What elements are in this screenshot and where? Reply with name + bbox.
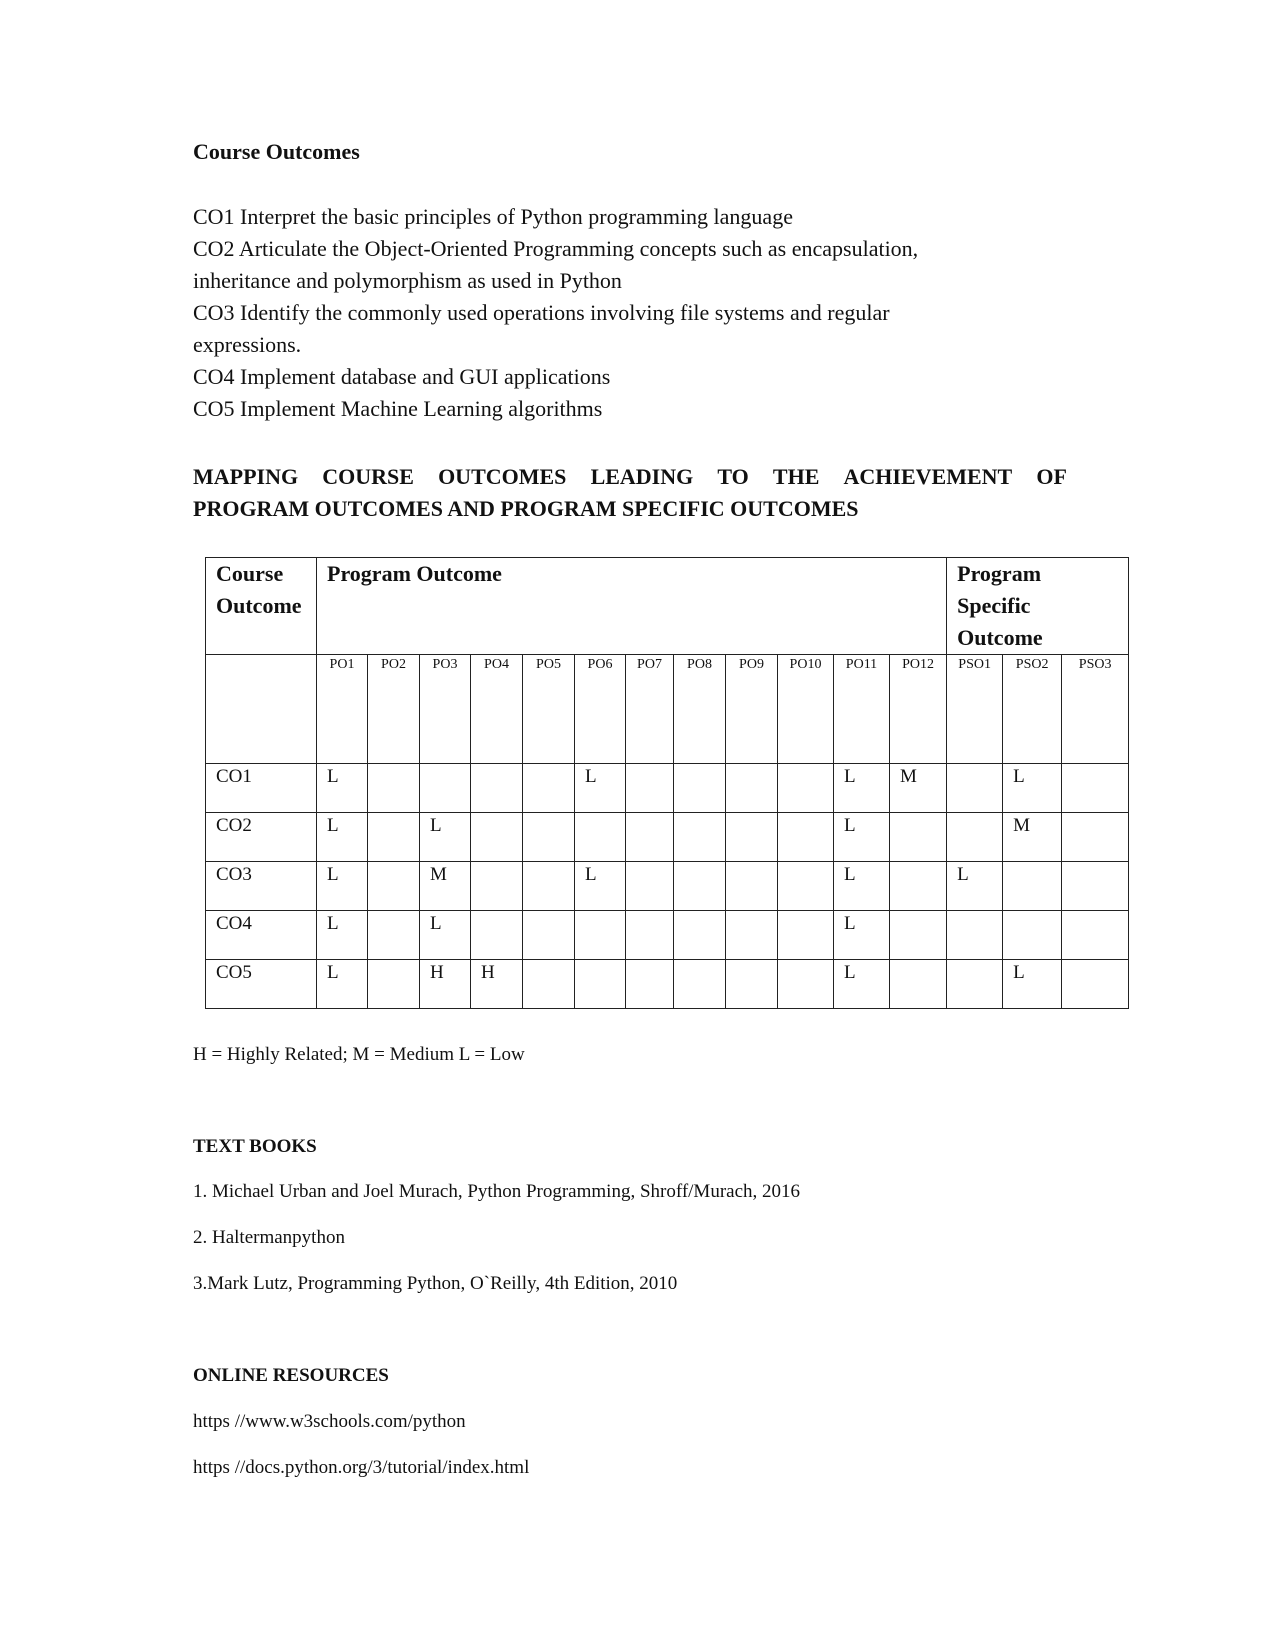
table-cell <box>368 813 420 862</box>
table-cell <box>674 862 726 911</box>
table-cell <box>947 764 1003 813</box>
table-cell <box>626 813 674 862</box>
table-cell <box>575 960 626 1009</box>
course-outcome-label: CO3 <box>206 862 317 911</box>
table-cell <box>947 911 1003 960</box>
course-outcome-label: CO5 <box>206 960 317 1009</box>
table-cell: L <box>1003 960 1062 1009</box>
column-header: PO12 <box>890 655 947 764</box>
table-cell: M <box>420 862 471 911</box>
table-cell: L <box>317 960 368 1009</box>
outcome-codes-row <box>206 655 1129 764</box>
table-cell <box>368 862 420 911</box>
column-header: PO3 <box>420 655 471 764</box>
course-outcome-line: inheritance and polymorphism as used in Python <box>193 268 622 293</box>
table-row <box>206 911 1129 960</box>
course-outcome-label: CO1 <box>206 764 317 813</box>
course-outcome-line: CO5 Implement Machine Learning algorithms <box>193 396 603 421</box>
table-cell <box>471 813 523 862</box>
course-outcome-line: expressions. <box>193 332 302 357</box>
table-cell: L <box>317 911 368 960</box>
course-outcome-header <box>206 558 317 655</box>
mapping-heading-line-1 <box>193 461 1067 493</box>
table-cell <box>523 960 575 1009</box>
table-cell <box>1003 862 1062 911</box>
mapping-word: COURSE <box>322 464 414 489</box>
course-outcome-label: CO2 <box>206 813 317 862</box>
table-cell <box>726 960 778 1009</box>
table-cell <box>420 764 471 813</box>
table-cell: L <box>834 813 890 862</box>
table-cell: L <box>575 764 626 813</box>
table-cell <box>890 862 947 911</box>
mapping-word: LEADING <box>590 464 694 489</box>
table-row <box>206 960 1129 1009</box>
table-cell: L <box>575 862 626 911</box>
table-cell: L <box>317 862 368 911</box>
course-outcome-line: CO1 Interpret the basic principles of Python programming language <box>193 204 793 229</box>
text-books-heading: TEXT BOOKS <box>193 1136 317 1157</box>
column-header: PO9 <box>726 655 778 764</box>
table-cell <box>471 764 523 813</box>
table-cell: L <box>834 764 890 813</box>
column-header: PO11 <box>834 655 890 764</box>
table-cell <box>368 764 420 813</box>
online-resource-link[interactable]: https //docs.python.org/3/tutorial/index.html <box>193 1457 530 1478</box>
table-cell <box>726 764 778 813</box>
table-cell: L <box>420 813 471 862</box>
table-cell: L <box>317 813 368 862</box>
table-cell <box>947 960 1003 1009</box>
header-text: Program <box>957 561 1042 586</box>
table-cell <box>890 911 947 960</box>
table-cell: L <box>1003 764 1062 813</box>
table-cell <box>626 911 674 960</box>
header-text: Outcome <box>216 593 302 618</box>
mapping-heading-line-2: PROGRAM OUTCOMES AND PROGRAM SPECIFIC OUTCOMES <box>193 496 859 521</box>
table-cell <box>890 813 947 862</box>
table-cell <box>1062 911 1129 960</box>
mapping-word: OF <box>1036 464 1067 489</box>
table-cell <box>626 764 674 813</box>
column-header: PO8 <box>674 655 726 764</box>
table-cell <box>674 813 726 862</box>
column-header: PSO3 <box>1062 655 1129 764</box>
table-cell: L <box>317 764 368 813</box>
table-cell <box>778 911 834 960</box>
column-header: PO10 <box>778 655 834 764</box>
table-cell <box>368 911 420 960</box>
table-cell <box>674 960 726 1009</box>
co-po-mapping-table <box>205 557 1129 1009</box>
header-text: Outcome <box>957 625 1043 650</box>
program-outcome-header: Program Outcome <box>317 558 947 655</box>
header-text: Course <box>216 561 284 586</box>
table-cell <box>1062 764 1129 813</box>
pso-header <box>947 558 1129 655</box>
table-cell <box>947 813 1003 862</box>
mapping-heading <box>193 461 1067 525</box>
mapping-word: THE <box>772 464 820 489</box>
mapping-word: MAPPING <box>193 464 299 489</box>
table-cell: L <box>420 911 471 960</box>
table-cell <box>674 764 726 813</box>
table-cell <box>1062 813 1129 862</box>
column-header: PSO2 <box>1003 655 1062 764</box>
text-book-item: 2. Haltermanpython <box>193 1227 345 1248</box>
table-cell <box>1003 911 1062 960</box>
table-cell <box>471 911 523 960</box>
table-cell: M <box>1003 813 1062 862</box>
column-header: PO5 <box>523 655 575 764</box>
table-cell: M <box>890 764 947 813</box>
table-cell <box>523 764 575 813</box>
table-cell <box>890 960 947 1009</box>
course-outcome-line: CO4 Implement database and GUI applications <box>193 364 611 389</box>
online-resources-heading: ONLINE RESOURCES <box>193 1365 389 1386</box>
table-cell <box>368 960 420 1009</box>
table-cell <box>575 813 626 862</box>
column-header: PO1 <box>317 655 368 764</box>
column-header: PO6 <box>575 655 626 764</box>
mapping-word: ACHIEVEMENT <box>843 464 1013 489</box>
table-cell <box>626 862 674 911</box>
table-cell <box>575 911 626 960</box>
mapping-word: OUTCOMES <box>438 464 567 489</box>
table-cell: H <box>420 960 471 1009</box>
legend: H = Highly Related; M = Medium L = Low <box>193 1044 525 1065</box>
column-header: PO2 <box>368 655 420 764</box>
table-cell <box>1062 960 1129 1009</box>
table-cell <box>726 862 778 911</box>
table-cell <box>778 862 834 911</box>
online-resource-link[interactable]: https //www.w3schools.com/python <box>193 1411 466 1432</box>
table-cell <box>778 813 834 862</box>
table-row <box>206 813 1129 862</box>
course-outcome-line: CO2 Articulate the Object-Oriented Programming concepts such as encapsulation, <box>193 236 919 261</box>
table-cell: H <box>471 960 523 1009</box>
table-row <box>206 862 1129 911</box>
course-outcomes-heading: Course Outcomes <box>193 139 360 164</box>
table-cell <box>674 911 726 960</box>
column-header: PO7 <box>626 655 674 764</box>
course-outcomes-list <box>193 201 993 425</box>
mapping-word: TO <box>717 464 749 489</box>
header-text: Specific <box>957 593 1031 618</box>
table-cell <box>523 862 575 911</box>
course-outcome-line: CO3 Identify the commonly used operations involving file systems and regular <box>193 300 890 325</box>
table-cell <box>523 911 575 960</box>
table-cell <box>1062 862 1129 911</box>
table-cell <box>523 813 575 862</box>
table-cell <box>626 960 674 1009</box>
table-cell <box>778 960 834 1009</box>
column-header: PO4 <box>471 655 523 764</box>
table-cell: L <box>834 862 890 911</box>
table-cell: L <box>834 960 890 1009</box>
table-row <box>206 764 1129 813</box>
text-book-item: 3.Mark Lutz, Programming Python, O`Reilly, 4th Edition, 2010 <box>193 1273 678 1294</box>
table-cell <box>726 813 778 862</box>
table-cell: L <box>834 911 890 960</box>
table-cell <box>778 764 834 813</box>
course-outcome-label: CO4 <box>206 911 317 960</box>
text-book-item: 1. Michael Urban and Joel Murach, Python Programming, Shroff/Murach, 2016 <box>193 1181 801 1202</box>
blank-cell <box>206 655 317 764</box>
table-cell <box>726 911 778 960</box>
table-header-row <box>206 558 1129 655</box>
column-header: PSO1 <box>947 655 1003 764</box>
table-cell <box>471 862 523 911</box>
table-cell: L <box>947 862 1003 911</box>
